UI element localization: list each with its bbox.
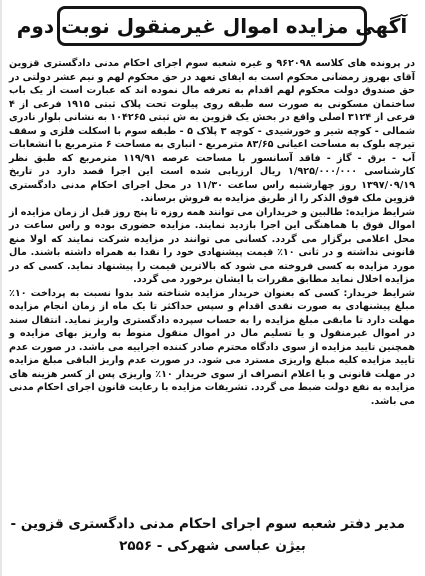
- paragraph-auction-conditions: شرایط مزایده: طالبین و خریداران می توانند همه روزه تا پنج روز قبل از زمان مزایده از اموال فوق با هماهنگی این اجرا بازدید نمایند. مزایده حضوری بوده و راس ساعت در محل اعلامی برگزار می گردد. کسانی می توانند در مزایده شرکت نمایند که اولا منع قانونی نداشته و در ثانی ۱۰٪ قیمت پیشنهادی خود را نقدا به همراه داشته باشند. مال مورد مزایده به کسی فروخته می شود که بالاترین قیمت را پیشنهاد نماید. کسی که در مزایده اخلال نماید مطابق مقررات با ایشان برخورد می گردد.: [9, 206, 415, 285]
- notice-title: آگهی مزایده اموال غیرمنقول نوبت دوم: [16, 14, 408, 38]
- signature-block: [10, 514, 405, 556]
- paragraph-case-description: در پرونده های کلاسه ۹۶۲۰۹۸ و غیره شعبه سوم اجرای احکام مدنی دادگستری قزوین آقای بهروز رمضانی محکوم است به ایفای تعهد در حق محکوم لهم و نیم عشر دولتی در حق صندوق دولت محکوم لهم اقدام به تعرفه مال نموده اند که عبارت است از یک باب ساختمان مسکونی به صورت سه طبقه روی پیلوت تحت پلاک ثبتی ۱۹۱۵ فرعی از ۴ فرعی از ۳۱۲۴ اصلی واقع در بخش یک قزوین به ش ثبتی ۱۰۴۲۶۵ به نشانی بلوار نادری شمالی - کوچه شیر و خورشیدی - کوچه ۳ پلاک ۵ - طبقه سوم با اسکلت فلزی و سقف تیرچه بلوک به مساحت اعیانی ۸۳/۶۵ مترمربع - انباری به مساحت ۶ مترمربع با انشعابات آب - برق - گاز - فاقد آسانسور با مساحت عرصه ۱۱۹/۹۱ مترمربع که طبق نظر کارشناسی ۱/۹۲۵/۰۰۰/۰۰۰ ریال ارزیابی شده است این اجرا قصد دارد در تاریخ ۱۳۹۷/۰۹/۱۹ روز چهارشنبه راس ساعت ۱۱/۳۰ در محل اجرای احکام مدنی دادگستری قزوین ملک فوق الذکر را از طریق مزایده به فروش برساند.: [9, 58, 416, 204]
- notice-body: [9, 57, 415, 408]
- title-box: [16, 6, 408, 46]
- signature-name: بیژن عباسی شهرکی - ۲۵۵۶: [119, 538, 306, 554]
- signature-office: مدیر دفتر شعبه سوم اجرای احکام مدنی دادگستری قزوین -: [10, 516, 405, 532]
- page-edge-divider: [0, 0, 2, 576]
- paragraph-buyer-conditions: شرایط خریدار: کسی که بعنوان خریدار مزایده شناخته شد بدوا نسبت به پرداخت ۱۰٪ مبلغ پیشنهادی به صورت نقدی اقدام و سپس حداکثر تا یک ماه از زمان انجام مزایده مهلت دارد تا مابقی مبلغ مزایده را به حساب سپرده دادگستری واریز نماید. انتقال سند در اموال غیرمنقول و یا تسلیم مال در اموال منقول منوط به واریز بهای مزایده و همچنین تایید مزایده از سوی دادگاه محترم صادر کننده اجراییه می باشد. در صورت عدم تایید مزایده کلیه مبلغ واریزی مسترد می شود. در صورت عدم واریز الباقی مبلغ مزایده در مهلت قانونی و یا اعلام انصراف از سوی خریدار ۱۰٪ واریزی پس از کسر هزینه های مزایده به نفع دولت ضبط می گردد. تشریفات مزایده با رعایت قانون اجرای احکام مدنی می باشد.: [9, 287, 416, 407]
